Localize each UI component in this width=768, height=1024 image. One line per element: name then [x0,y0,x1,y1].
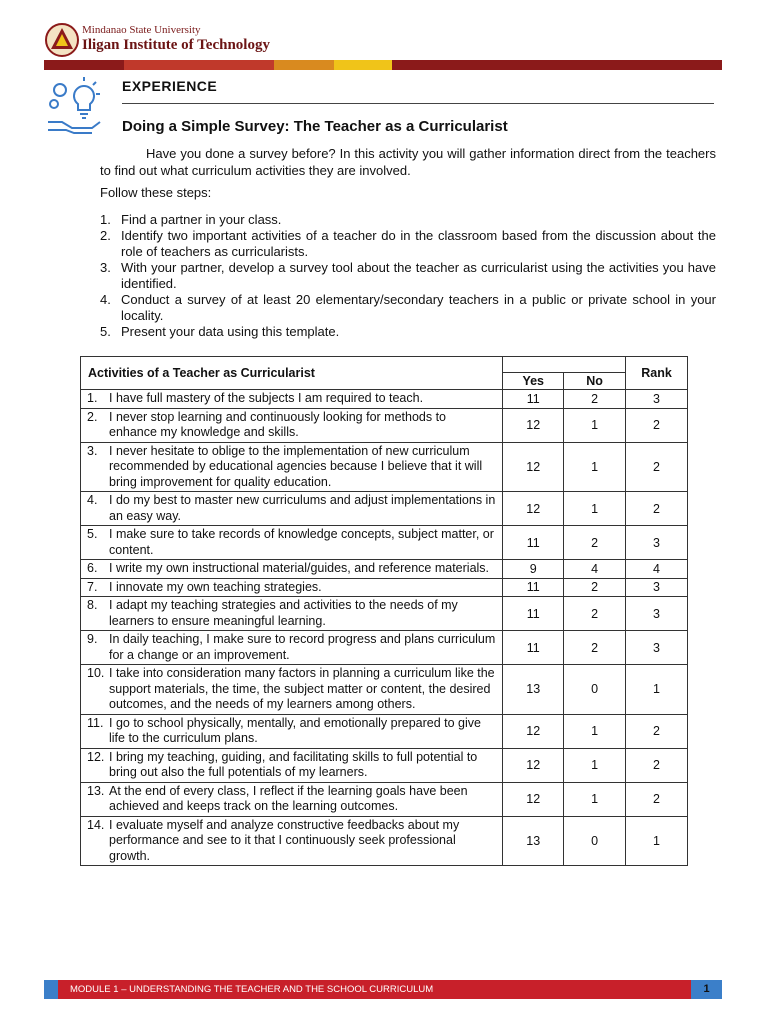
yes-cell: 9 [503,560,564,579]
activity-cell [81,390,503,409]
step-text: With your partner, develop a survey tool about the teacher as curricularist using the activities you have identified. [121,260,716,291]
step-number: 3. [100,260,111,275]
section-title: EXPERIENCE [122,78,218,94]
activity-number: 10. [87,666,105,680]
no-cell: 2 [564,578,626,597]
yes-cell: 13 [503,665,564,715]
rank-cell: 2 [626,442,688,492]
no-cell: 1 [564,442,626,492]
activity-cell [81,748,503,782]
step-item [100,212,716,228]
step-item [100,324,716,340]
yes-cell: 12 [503,782,564,816]
step-text: Present your data using this template. [121,324,340,339]
header-yes: Yes [503,373,564,390]
activity-text: I take into consideration many factors in planning a curriculum like the support materials, the time, the subject matter or content, the desired outcomes, and the needs of my learners among others. [109,666,495,711]
no-cell: 1 [564,714,626,748]
header-color-bar [44,60,722,70]
no-cell: 1 [564,782,626,816]
activity-number: 6. [87,561,98,575]
yes-cell: 12 [503,492,564,526]
step-item [100,292,716,324]
rank-cell: 3 [626,578,688,597]
activity-number: 1. [87,391,98,405]
activity-cell [81,526,503,560]
activity-number: 4. [87,493,98,507]
yes-cell: 12 [503,442,564,492]
activity-text: At the end of every class, I reflect if the learning goals have been achieved and keeps track on the learning outcomes. [109,783,468,813]
table-row [81,578,688,597]
yes-cell: 12 [503,408,564,442]
step-text: Conduct a survey of at least 20 elementary/secondary teachers in a public or private school in your locality. [121,292,716,323]
rank-cell: 3 [626,390,688,409]
no-cell: 4 [564,560,626,579]
table-row [81,442,688,492]
rank-cell: 2 [626,782,688,816]
activity-text: I make sure to take records of knowledge concepts, subject matter, or content. [109,527,494,557]
table-row [81,390,688,409]
yes-cell: 11 [503,597,564,631]
activity-number: 5. [87,527,98,541]
activity-title: Doing a Simple Survey: The Teacher as a Curricularist [122,118,508,135]
no-cell: 0 [564,665,626,715]
activity-number: 7. [87,579,98,594]
activity-number: 12. [87,749,105,764]
no-cell: 1 [564,408,626,442]
survey-table [80,356,688,866]
header-institution [82,24,270,54]
step-number: 4. [100,292,111,307]
activity-number: 13. [87,783,105,798]
intro-paragraph: Have you done a survey before? In this activity you will gather information direct from the teachers to find out what curriculum activities they are involved. [100,146,716,178]
step-item [100,260,716,292]
activity-number: 3. [87,443,98,458]
activity-text: I never stop learning and continuously looking for methods to enhance my knowledge and skills. [109,409,447,439]
activity-number: 14. [87,817,105,832]
rank-cell: 2 [626,748,688,782]
steps-list [100,212,716,340]
activity-text: I never hesitate to oblige to the implementation of new curriculum recommended by educational agencies because I believe that it will bring improvement for quality education. [109,443,483,489]
rank-cell: 1 [626,816,688,866]
follow-steps-label: Follow these steps: [100,185,212,200]
step-number: 5. [100,324,111,339]
table-row [81,560,688,579]
rank-cell: 3 [626,631,688,665]
page-number: 1 [691,980,722,999]
yes-cell: 13 [503,816,564,866]
activity-text: I go to school physically, mentally, and emotionally prepared to give life to the curriculum plans. [109,715,481,745]
no-cell: 2 [564,597,626,631]
activity-number: 9. [87,632,98,646]
activity-text: I do my best to master new curriculums and adjust implementations in an easy way. [109,493,496,523]
table-row [81,408,688,442]
yes-cell: 11 [503,631,564,665]
university-name: Mindanao State University [82,24,201,36]
rank-cell: 3 [626,526,688,560]
lightbulb-gears-icon [44,74,106,136]
yes-cell: 12 [503,748,564,782]
activity-cell [81,408,503,442]
header-no: No [564,373,626,390]
activity-text: In daily teaching, I make sure to record progress and plans curriculum for a change or an improvement. [109,632,496,662]
header-activities: Activities of a Teacher as Curricularist [81,357,503,390]
rank-cell: 2 [626,714,688,748]
table-row [81,714,688,748]
table-row [81,526,688,560]
header-rank: Rank [626,357,688,390]
activity-cell [81,782,503,816]
table-row [81,816,688,866]
activity-cell [81,578,503,597]
institute-name: Iligan Institute of Technology [82,37,270,53]
no-cell: 1 [564,492,626,526]
no-cell: 1 [564,748,626,782]
activity-cell [81,631,503,665]
activity-cell [81,492,503,526]
step-text: Identify two important activities of a teacher do in the classroom based from the discussion about the role of teachers as curricularists. [121,228,716,259]
no-cell: 0 [564,816,626,866]
table-row [81,782,688,816]
header-response-group [503,357,626,373]
rank-cell: 4 [626,560,688,579]
university-seal-icon [44,22,80,58]
footer-accent [44,980,58,999]
no-cell: 2 [564,526,626,560]
activity-number: 8. [87,598,98,612]
step-number: 2. [100,228,111,243]
activity-text: I adapt my teaching strategies and activities to the needs of my learners to ensure meaningful learning. [109,598,458,628]
table-row [81,665,688,715]
activity-cell [81,442,503,492]
activity-text: I write my own instructional material/guides, and reference materials. [109,561,490,575]
activity-number: 2. [87,409,98,424]
rank-cell: 2 [626,408,688,442]
step-item [100,228,716,260]
table-row [81,492,688,526]
activity-text: I have full mastery of the subjects I am required to teach. [109,391,424,405]
activity-number: 11. [87,715,104,730]
activity-text: I innovate my own teaching strategies. [109,579,322,594]
activity-text: I evaluate myself and analyze constructive feedbacks about my performance and see to it that I continuously seek professional growth. [109,817,460,863]
activity-cell [81,560,503,579]
table-row [81,597,688,631]
rank-cell: 2 [626,492,688,526]
activity-cell [81,597,503,631]
yes-cell: 12 [503,714,564,748]
table-row [81,631,688,665]
survey-table-body [81,390,688,866]
no-cell: 2 [564,631,626,665]
activity-cell [81,665,503,715]
section-divider [122,103,714,104]
activity-text: I bring my teaching, guiding, and facilitating skills to full potential to bring out also the full potentials of my learners. [109,749,478,779]
rank-cell: 1 [626,665,688,715]
yes-cell: 11 [503,578,564,597]
rank-cell: 3 [626,597,688,631]
table-row [81,748,688,782]
step-number: 1. [100,212,111,227]
yes-cell: 11 [503,390,564,409]
no-cell: 2 [564,390,626,409]
activity-cell [81,714,503,748]
activity-cell [81,816,503,866]
footer-module-bar: MODULE 1 – UNDERSTANDING THE TEACHER AND THE SCHOOL CURRICULUM [58,980,691,999]
yes-cell: 11 [503,526,564,560]
step-text: Find a partner in your class. [121,212,282,227]
